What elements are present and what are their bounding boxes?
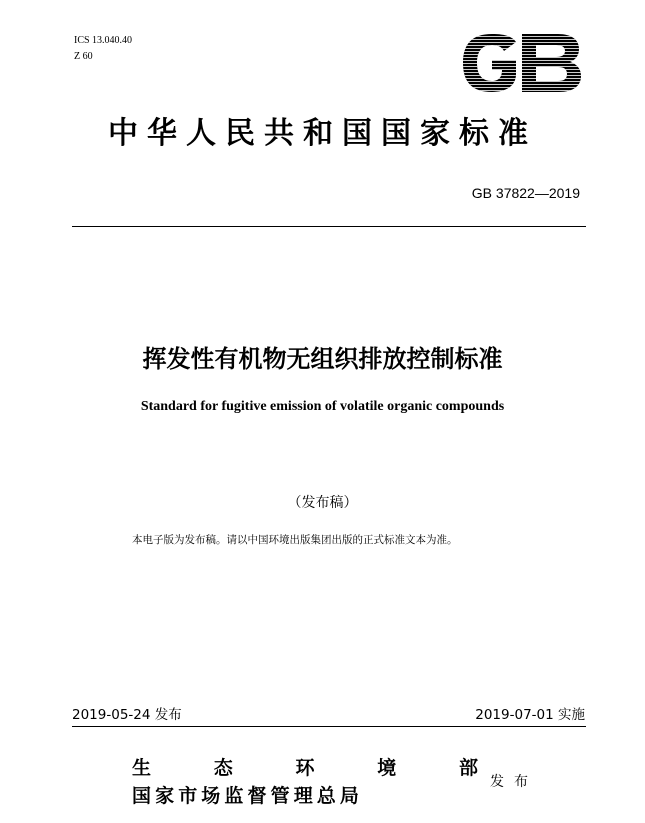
ccs-code: Z 60: [74, 51, 93, 62]
publisher-char: 境: [377, 757, 397, 779]
draft-label: （发布稿）: [287, 495, 358, 511]
electronic-version-notice: 本电子版为发布稿。请以中国环境出版集团出版的正式标准文本为准。: [132, 534, 458, 546]
header-divider: [72, 226, 586, 227]
publisher-char: 态: [213, 757, 233, 779]
document-title-cn: 挥发性有机物无组织排放控制标准: [142, 345, 503, 373]
publisher-samr: 国家市场监督管理总局: [132, 785, 364, 807]
gb-logo: [460, 32, 583, 94]
publisher-char: 生: [132, 757, 152, 779]
publisher-char: 部: [458, 757, 478, 779]
publisher-ministry: [132, 756, 478, 780]
issued-by-label: 发布: [490, 774, 538, 790]
implementation-date: 2019-07-01 实施: [475, 707, 585, 723]
document-title-en: Standard for fugitive emission of volatile organic compounds: [140, 399, 505, 414]
publisher-char: 环: [295, 757, 315, 779]
footer-divider: [72, 726, 586, 727]
standard-number: GB 37822—2019: [471, 185, 580, 201]
issue-date: 2019-05-24 发布: [72, 707, 182, 723]
ics-code: ICS 13.040.40: [74, 35, 133, 46]
national-standard-title: 中华人民共和国国家标准: [108, 116, 537, 151]
